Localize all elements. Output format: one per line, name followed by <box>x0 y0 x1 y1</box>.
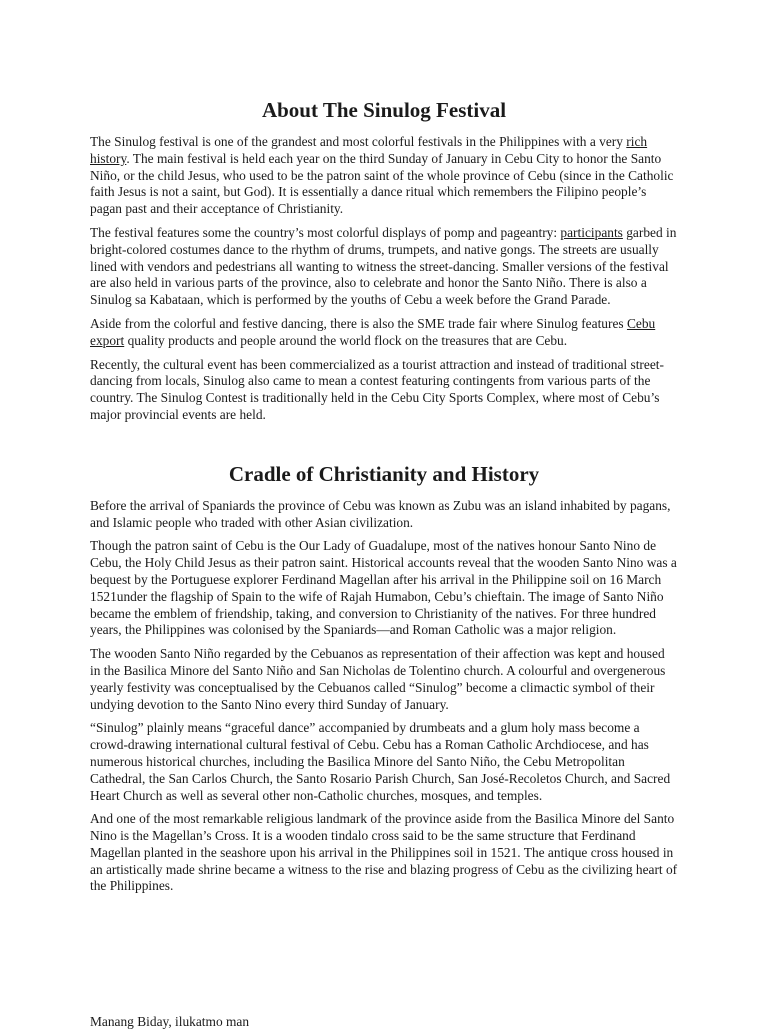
paragraph: Recently, the cultural event has been commercialized as a tourist attraction and instead of traditional street-dancing from locals, Sinulog also came to mean a contest featuring contingents from various parts of the country. The Sinulog Contest is traditionally held in the Cebu City Sports Complex, where most of Cebu’s major provincial events are held. <box>90 356 664 422</box>
paragraph: And one of the most remarkable religious landmark of the province aside from the Basilica Minore del Santo Nino is the Magellan’s Cross. It is a wooden tindalo cross said to be the same structure that Ferdinand Magellan planted in the seashore upon his arrival in the Philippines soil in 1521. The antique cross housed in an artistically made shrine became a witness to the rise and blazing progress of Cebu as the civilizing heart of the Philippines. <box>90 811 678 894</box>
paragraph-text: The Sinulog festival is one of the grandest and most colorful festivals in the Philippines with a very <box>90 134 627 149</box>
paragraph: The wooden Santo Niño regarded by the Cebuanos as representation of their affection was kept and housed in the Basilica Minore del Santo Niño and San Nicholas de Tolentino church. A colourful and overgenerous yearly festivity was conceptualised by the Cebuanos called “Sinulog” become a climactic symbol of their undying devotion to the Santo Nino every third Sunday of January. <box>90 646 666 712</box>
paragraph-text: The festival features some the country’s most colorful displays of pomp and pageantry: <box>90 224 561 240</box>
section-cradle-of-christianity <box>90 460 678 896</box>
paragraph <box>90 134 678 218</box>
rich-history-link[interactable]: rich history <box>90 134 648 166</box>
paragraph: Though the patron saint of Cebu is the Our Lady of Guadalupe, most of the natives honour Santo Nino de Cebu, the Holy Child Jesus as their patron saint. Historical accounts reveal that the wooden Santo Nino was a bequest by the Portuguese explorer Ferdinand Magellan after his arrival in the Philippine soil on 16 March 1521under the flagship of Spain to the wife of Rajah Humabon, Cebu’s chieftain. The image of Santo Niño became the emblem of friendship, taking, and conversion to Christianity of the natives. For three hundred years, the Philippines was colonised by the Spaniards—and Roman Catholic was a major religion. <box>90 538 677 638</box>
paragraph: “Sinulog” plainly means “graceful dance” accompanied by drumbeats and a glum holy mass become a crowd-drawing international cultural festival of Cebu. Cebu has a Roman Catholic Archdiocese, and has numerous historical churches, including the Basilica Minore del Santo Niño, the Cebu Metropolitan Cathedral, the San Carlos Church, the Santo Rosario Parish Church, San José-Recoletos Church, and Sacred Heart Church as well as several other non-Catholic churches, mosques, and temples. <box>90 720 671 803</box>
section-title: About The Sinulog Festival <box>261 98 507 122</box>
paragraph: Before the arrival of Spaniards the province of Cebu was known as Zubu was an island inhabited by pagans, and Islamic people who traded with other Asian civilization. <box>90 497 671 530</box>
participants-link[interactable]: participants <box>560 224 623 240</box>
page-footer: Manang Biday, ilukatmo man <box>90 1014 250 1029</box>
paragraph <box>90 316 678 350</box>
paragraph-text: quality products and people around the world flock on the treasures that are Cebu. <box>124 332 568 348</box>
paragraph-text: . The main festival is held each year on the third Sunday of January in Cebu City to honor the Santo Niño, or the child Jesus, who used to be the patron saint of the whole province of Cebu (since in the Catholic faith Jesus is not a saint, but God). It is essentially a dance ritual which remembers the Filipino people’s pagan past and their acceptance of Christianity. <box>90 150 674 217</box>
section-about-sinulog <box>90 96 678 424</box>
paragraph-text: Aside from the colorful and festive dancing, there is also the SME trade fair where Sinulog features <box>90 315 627 331</box>
paragraph-text: garbed in bright-colored costumes dance to the rhythm of drums, trumpets, and native gongs. The streets are usually lined with vendors and pedestrians all wanting to witness the street-dancing. Smaller versions of the festival are also held in various parts of the province, also to celebrate and honor the Santo Niño. There is also a Sinulog sa Kabataan, which is performed by the youths of Cebu a week before the Grand Parade. <box>90 224 677 308</box>
cebu-export-link[interactable]: Cebu export <box>90 315 656 348</box>
section-title: Cradle of Christianity and History <box>228 461 540 486</box>
paragraph <box>90 225 678 309</box>
